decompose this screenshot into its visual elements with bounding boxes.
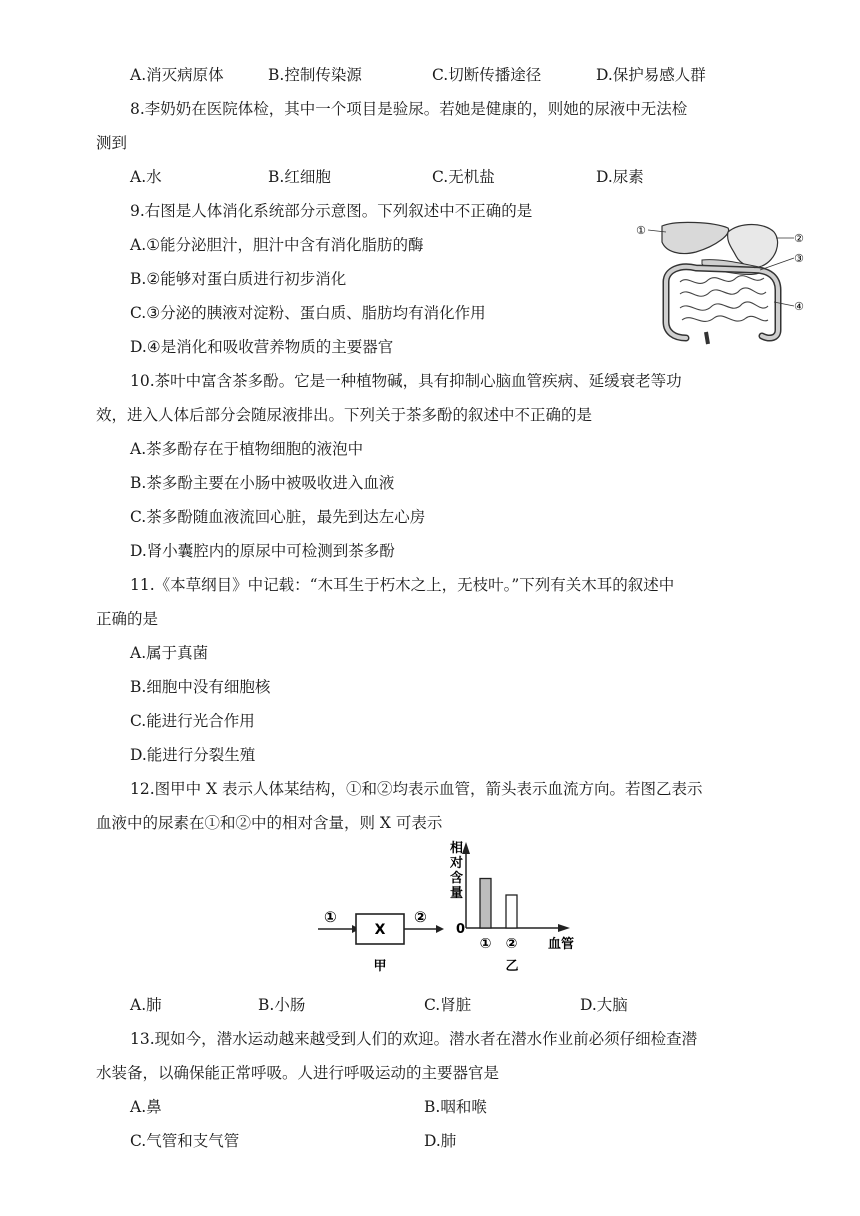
yi-bar-2	[506, 895, 517, 928]
q13-stem-line2: 水装备，以确保能正常呼吸。人进行呼吸运动的主要器官是	[96, 1064, 500, 1082]
figure-yi-chart	[450, 836, 590, 976]
yi-tick-label-2: ②	[505, 936, 518, 952]
figure-jia	[314, 900, 454, 980]
q9-option-b: B.②能够对蛋白质进行初步消化	[130, 270, 347, 288]
q8-stem-line1: 8.李奶奶在医院体检，其中一个项目是验尿。若她是健康的，则她的尿液中无法检	[130, 100, 688, 118]
q9-stem: 9.右图是人体消化系统部分示意图。下列叙述中不正确的是	[130, 202, 533, 220]
figure-label-2: ②	[794, 232, 804, 245]
q13-option-a: A.鼻	[130, 1098, 162, 1116]
q10-option-a: A.茶多酚存在于植物细胞的液泡中	[130, 440, 364, 458]
q10-option-d: D.肾小囊腔内的原尿中可检测到茶多酚	[130, 542, 395, 560]
jia-in-label: ①	[324, 908, 337, 926]
q9-option-c: C.③分泌的胰液对淀粉、蛋白质、脂肪均有消化作用	[130, 304, 486, 322]
q13-option-d: D.肺	[424, 1132, 457, 1150]
yi-caption: 乙	[505, 959, 519, 974]
q10-option-c: C.茶多酚随血液流回心脏，最先到达左心房	[130, 508, 426, 526]
q10-stem-line1: 10.茶叶中富含茶多酚。它是一种植物碱，具有抑制心脑血管疾病、延缓衰老等功	[130, 372, 682, 390]
q12-stem-line2: 血液中的尿素在①和②中的相对含量，则 X 可表示	[96, 814, 443, 832]
q8-option-a: A.水	[130, 168, 162, 186]
q9-option-a: A.①能分泌胆汁，胆汁中含有消化脂肪的酶	[130, 236, 424, 254]
yi-tick-label-1: ①	[479, 936, 492, 952]
q11-option-b: B.细胞中没有细胞核	[130, 678, 271, 696]
q7-option-d: D.保护易感人群	[596, 66, 706, 84]
q12-option-c: C.肾脏	[424, 996, 472, 1014]
yi-ylabel: 相对含量	[450, 841, 464, 901]
q9-option-d: D.④是消化和吸收营养物质的主要器官	[130, 338, 394, 356]
q10-option-b: B.茶多酚主要在小肠中被吸收进入血液	[130, 474, 395, 492]
q11-stem-line2: 正确的是	[96, 610, 159, 628]
q8-option-c: C.无机盐	[432, 168, 495, 186]
yi-origin: 0	[456, 922, 466, 937]
q8-stem-line2: 测到	[96, 134, 128, 152]
figure-label-3: ③	[794, 252, 804, 265]
yi-xlabel: 血管	[548, 937, 575, 952]
q8-option-b: B.红细胞	[268, 168, 331, 186]
q13-option-b: B.咽和喉	[424, 1098, 487, 1116]
yi-bar-1	[480, 879, 491, 929]
q12-option-a: A.肺	[130, 996, 162, 1014]
q13-stem-line1: 13.现如今，潜水运动越来越受到人们的欢迎。潜水者在潜水作业前必须仔细检查潜	[130, 1030, 698, 1048]
q12-stem-line1: 12.图甲中 X 表示人体某结构，①和②均表示血管，箭头表示血流方向。若图乙表示	[130, 780, 703, 798]
q11-option-a: A.属于真菌	[130, 644, 209, 662]
q10-stem-line2: 效，进入人体后部分会随尿液排出。下列关于茶多酚的叙述中不正确的是	[96, 406, 593, 424]
digestive-system-figure	[636, 212, 816, 348]
figure-label-4: ④	[794, 300, 804, 313]
q13-option-c: C.气管和支气管	[130, 1132, 240, 1150]
q8-option-d: D.尿素	[596, 168, 644, 186]
jia-box-x: X	[374, 922, 386, 938]
q12-option-b: B.小肠	[258, 996, 306, 1014]
q7-option-c: C.切断传播途径	[432, 66, 542, 84]
q7-option-a: A.消灭病原体	[130, 66, 224, 84]
figure-label-1: ①	[636, 224, 646, 237]
q12-option-d: D.大脑	[580, 996, 628, 1014]
jia-out-label: ②	[414, 908, 427, 926]
q11-option-c: C.能进行光合作用	[130, 712, 255, 730]
q7-option-b: B.控制传染源	[268, 66, 362, 84]
jia-caption: 甲	[373, 959, 387, 974]
q11-option-d: D.能进行分裂生殖	[130, 746, 256, 764]
q11-stem-line1: 11.《本草纲目》中记载：“木耳生于朽木之上，无枝叶。”下列有关木耳的叙述中	[130, 576, 675, 594]
